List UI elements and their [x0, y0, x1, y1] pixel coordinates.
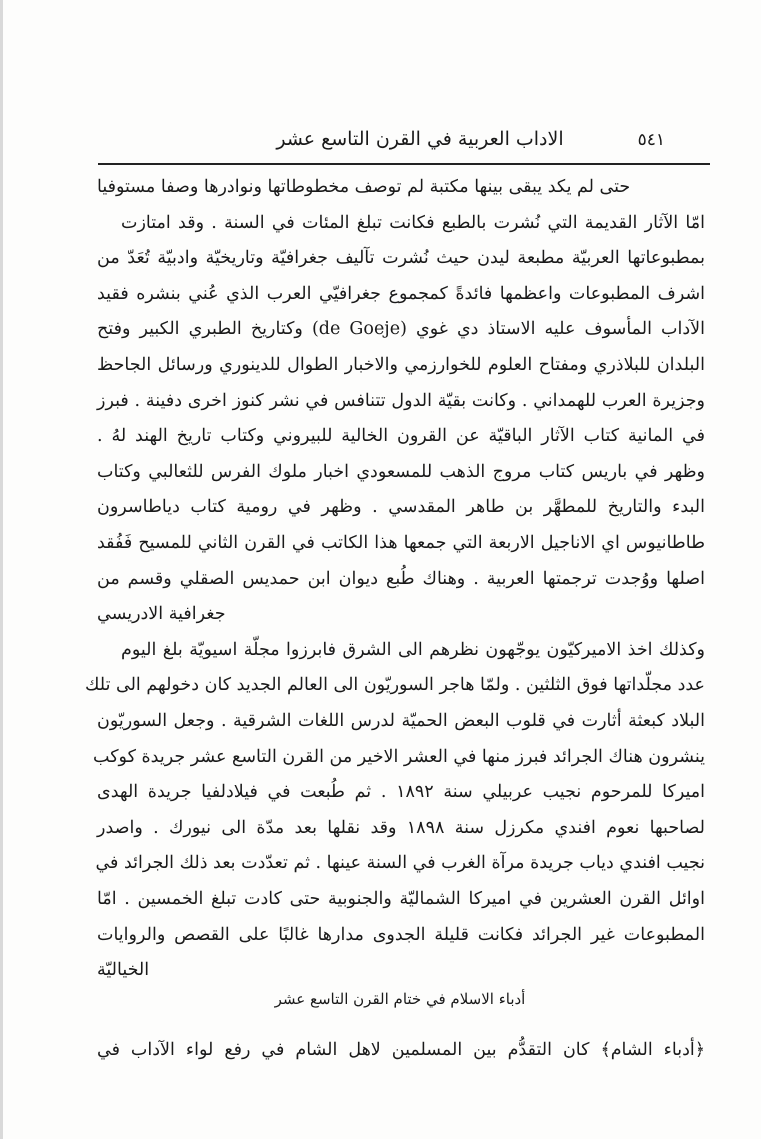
text-line: اميركا للمرحوم نجيب عربيلي سنة ١٨٩٢ . ثم طُبعت في فيلادلفيا جريدة الهدى: [97, 782, 706, 803]
text-line: جغرافية الادريسي: [97, 604, 226, 625]
text-line: بمطبوعاتها العربيّة مطبعة ليدن حيث نُشرت تآليف جغرافيّة وتاريخيّة وادبيّة تُعَدّ من: [97, 248, 705, 269]
text-line: اوائل القرن العشرين في اميركا الشماليّة والجنوبية حتى كادت تبلغ الخمسين . امّا: [97, 889, 705, 909]
page-number: ٥٤١: [637, 130, 665, 150]
text-line: حتى لم يكد يبقى بينها مكتبة لم توصف مخطوطاتها ونوادرها وصفا مستوفيا: [97, 177, 631, 197]
text-line: وظهر في باريس كتاب مروج الذهب للمسعودي اخبار ملوك الفرس للثعالبي وكتاب: [97, 461, 705, 482]
text-line: وكذلك اخذ الاميركيّون يوجّهون نظرهم الى الشرق فابرزوا مجلّة اسيويّة بلغ اليوم: [121, 639, 705, 660]
text-line: امّا الآثار القديمة التي نُشرت بالطبع فكانت تبلغ المئات في السنة . وقد امتازت: [121, 212, 705, 233]
text-line: المطبوعات غير الجرائد فكانت قليلة الجدوى مدارها غالبًا على القصص والروايات: [97, 924, 705, 945]
section-heading: أدباء الاسلام في ختام القرن التاسع عشر: [274, 990, 526, 1008]
final-line: ﴿أدباء الشام﴾ كان التقدُّم بين المسلمين لاهل الشام في رفع لواء الآداب في: [97, 1040, 705, 1060]
text-line: الآداب المأسوف عليه الاستاذ دي غوي (de Goeje) وكتاريخ الطبري الكبير وفتح: [97, 319, 706, 340]
scan-edge: [0, 0, 3, 1139]
text-line: البلاد كبعثة أثارت في قلوب البعض الحميّة لدرس اللغات الشرقية . وجعل السوريّون: [97, 711, 705, 731]
text-line: الخياليّة: [97, 960, 150, 980]
running-header-title: الاداب العربية في القرن التاسع عشر: [276, 128, 564, 150]
text-line: عدد مجلّداتها فوق الثلثين . ولمّا هاجر السوريّون الى العالم الجديد كان دخولهم الى تلك: [85, 675, 705, 696]
text-line: لصاحبها نعوم افندي مكرزل سنة ١٨٩٨ وقد نقلها بعد مدّة الى نيورك . واصدر: [97, 817, 705, 838]
text-line: ينشرون هناك الجرائد فبرز منها في العشر الاخير من القرن التاسع عشر جريدة كوكب: [93, 746, 705, 767]
text-line: في المانية كتاب الآثار الباقيّة عن القرون الخالية للبيروني وكتاب تاريخ الهند لهُ .: [97, 426, 705, 447]
header-rule: [98, 163, 710, 165]
text-line: البدء والتاريخ للمطهَّر بن طاهر المقدسي . وظهر في رومية كتاب دياطاسرون: [97, 497, 705, 518]
text-line: طاطانيوس اي الاناجيل الاربعة التي جمعها هذا الكاتب في القرن الثاني للمسيح فَفُقد: [97, 533, 705, 553]
text-line: نجيب افندي دياب جريدة مرآة الغرب في السنة عينها . ثم تعدّدت بعد ذلك الجرائد في: [95, 853, 705, 874]
text-line: اشرف المطبوعات واعظمها فائدةً كمجموع جغرافيّي العرب الذي عُني بنشره فقيد: [97, 283, 705, 304]
text-line: البلدان للبلاذري ومفتاح العلوم للخوارزمي والاخبار الطوال للدينوري ورسائل الجاحظ: [97, 355, 705, 375]
text-line: وجزيرة العرب للهمداني . وكانت بقيّة الدول تتنافس في نشر كنوز اخرى دفينة . فبرز: [97, 390, 705, 411]
text-line: اصلها ووُجدت ترجمتها العربية . وهناك طُبع ديوان ابن حمديس الصقلي وقسم من: [97, 568, 705, 589]
